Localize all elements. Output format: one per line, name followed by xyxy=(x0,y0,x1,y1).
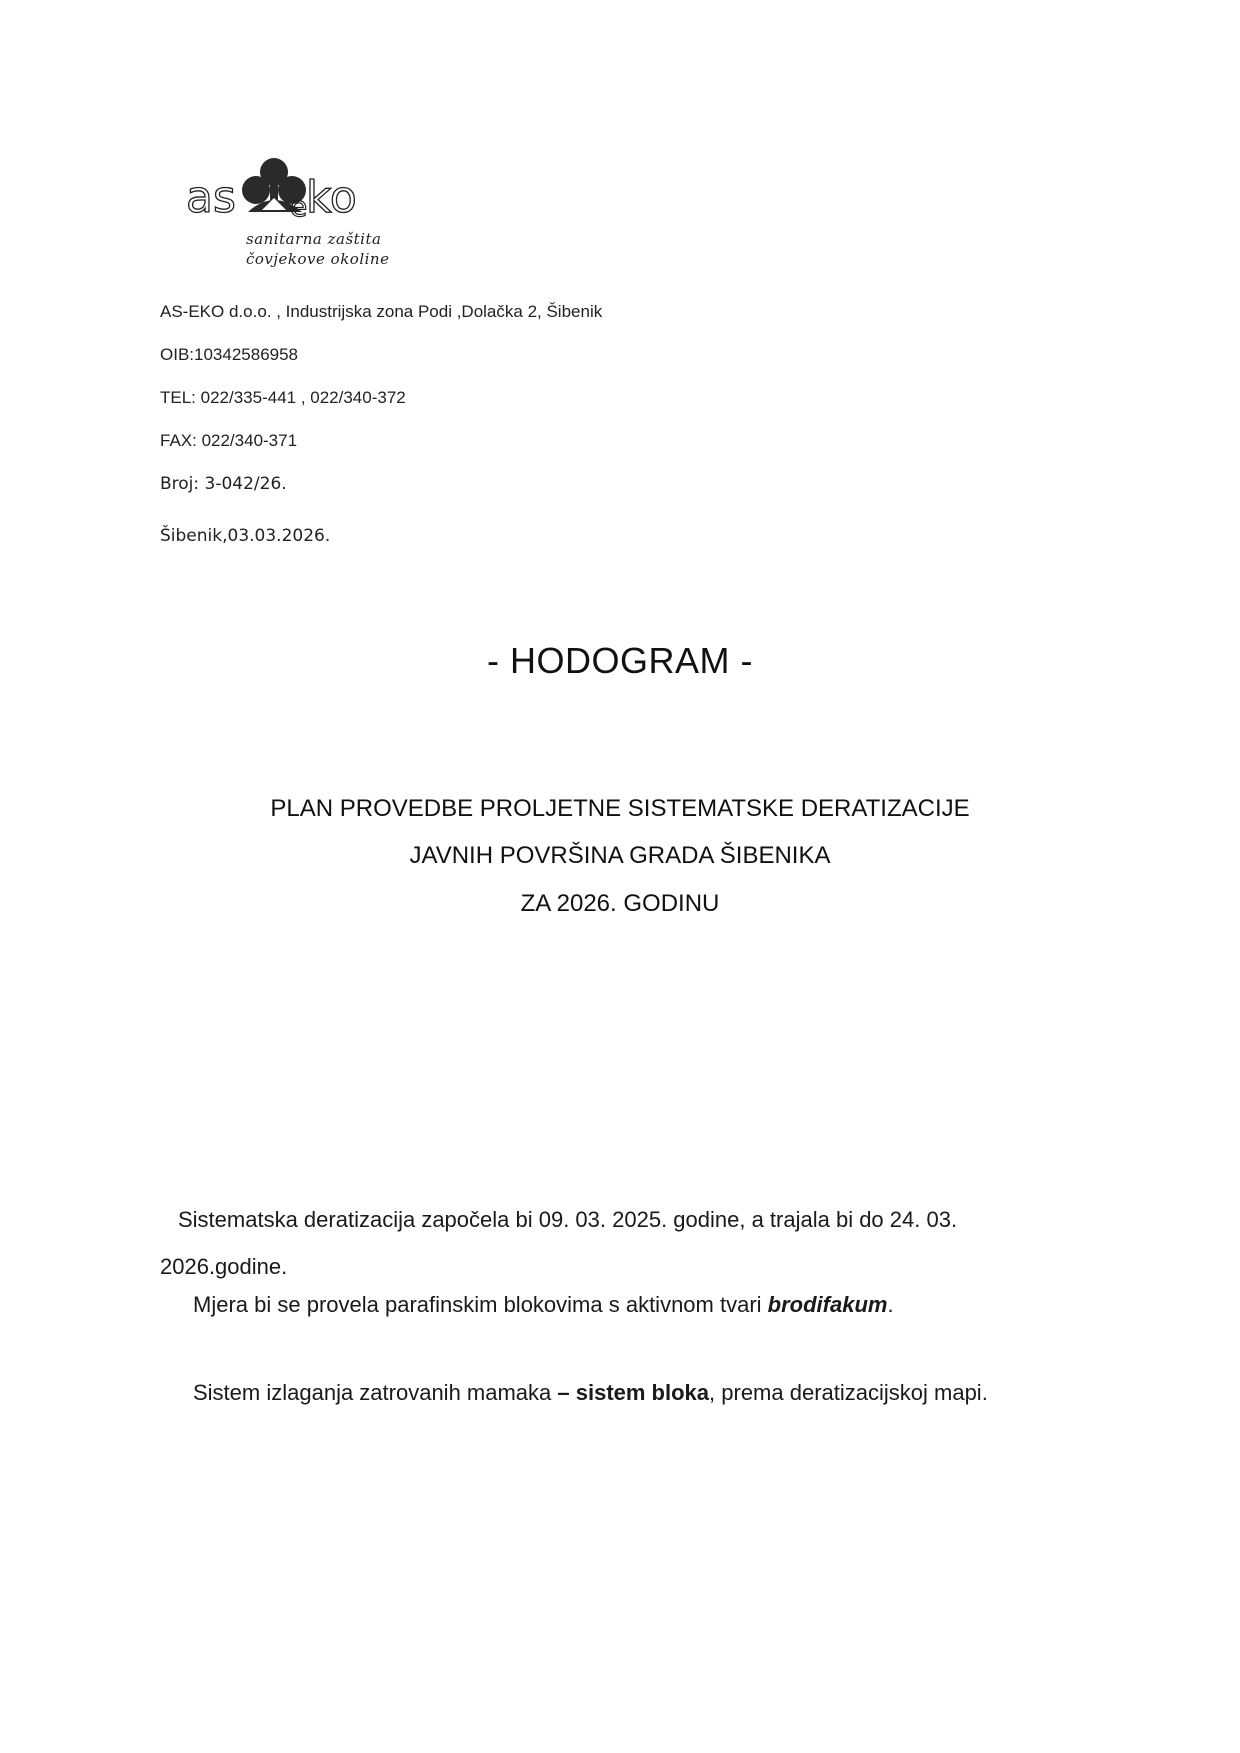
svg-text:e: e xyxy=(290,190,308,223)
svg-text:ko: ko xyxy=(306,172,357,223)
active-substance: brodifakum xyxy=(767,1292,888,1317)
logo-tagline-line2: čovjekove okoline xyxy=(246,250,390,268)
system-text: Sistem izlaganja zatrovanih mamaka xyxy=(193,1380,558,1405)
system-type: – sistem bloka xyxy=(557,1380,710,1405)
system-suffix: , prema deratizacijskoj mapi. xyxy=(709,1380,988,1405)
plan-title-line1: PLAN PROVEDBE PROLJETNE SISTEMATSKE DERATIZACIJE xyxy=(270,795,970,822)
company-address: AS-EKO d.o.o. , Industrijska zona Podi ,Dolačka 2, Šibenik xyxy=(160,302,603,321)
paragraph-schedule-line2: 2026.godine. xyxy=(160,1254,288,1279)
company-phone: TEL: 022/335-441 , 022/340-372 xyxy=(160,388,406,407)
logo-tagline-line1: sanitarna zaštita xyxy=(246,230,382,248)
svg-text:as: as xyxy=(186,172,236,223)
company-oib: OIB:10342586958 xyxy=(160,345,299,364)
logo-wordmark xyxy=(186,150,416,230)
document-number: Broj: 3-042/26. xyxy=(160,474,287,494)
plan-title-line3: ZA 2026. GODINU xyxy=(520,890,720,917)
method-suffix: . xyxy=(887,1292,894,1317)
method-text: Mjera bi se provela parafinskim blokovima s aktivnom tvari xyxy=(193,1292,768,1317)
company-fax: FAX: 022/340-371 xyxy=(160,431,298,450)
paragraph-schedule-line1: Sistematska deratizacija započela bi 09. 03. 2025. godine, a trajala bi do 24. 03. xyxy=(178,1207,958,1232)
company-logo xyxy=(186,150,416,280)
plan-title-line2: JAVNIH POVRŠINA GRADA ŠIBENIKA xyxy=(409,842,831,869)
document-date: Šibenik,03.03.2026. xyxy=(160,526,331,546)
document-title: - HODOGRAM - xyxy=(487,640,753,681)
paragraph-system xyxy=(193,1380,988,1406)
paragraph-method xyxy=(193,1292,894,1318)
